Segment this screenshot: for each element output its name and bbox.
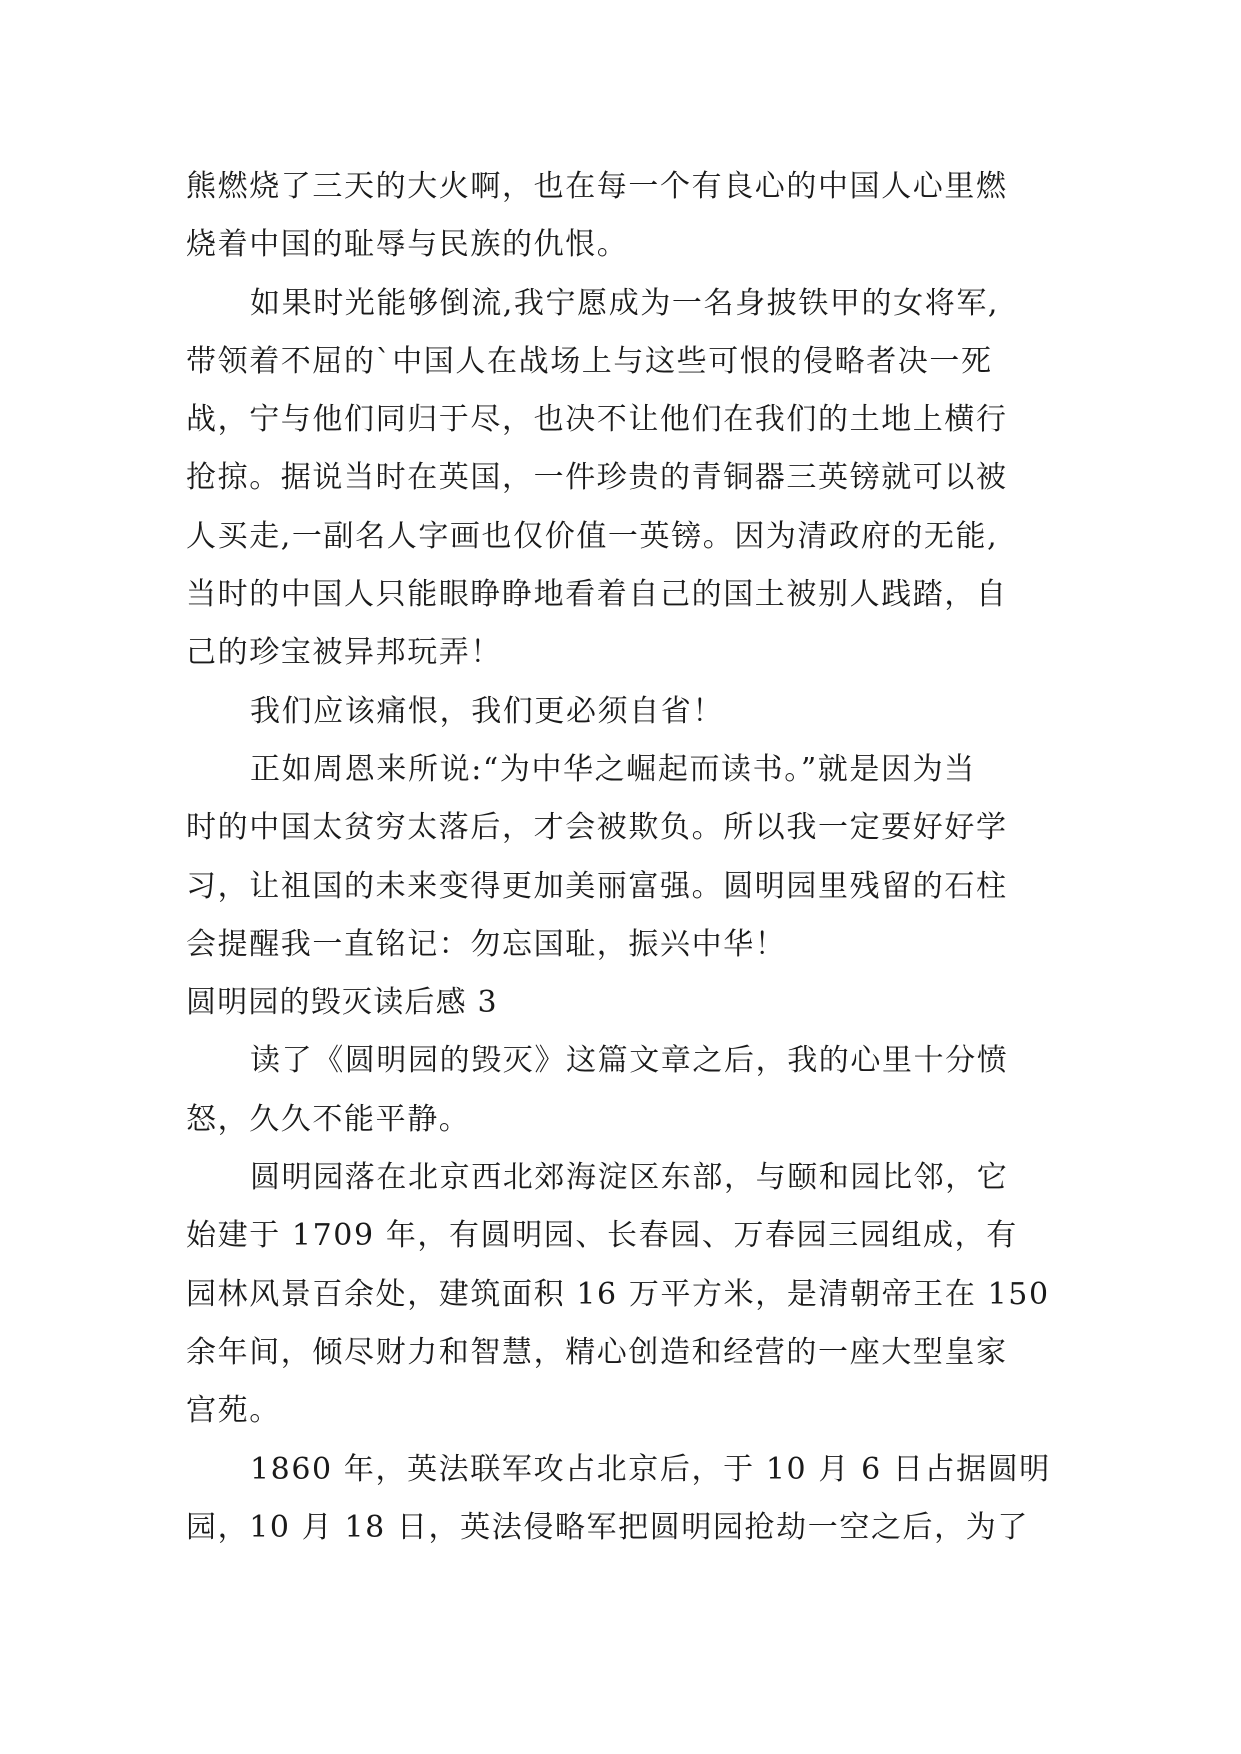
text-line: 宫苑。	[186, 1393, 281, 1429]
text-line: 当时的中国人只能眼睁睁地看着自己的国土被别人践踏，自	[186, 577, 1008, 613]
text-line: 时的中国太贫穷太落后，才会被欺负。所以我一定要好好学	[186, 810, 1008, 846]
paragraph-start-line: 读了《圆明园的毁灭》这篇文章之后，我的心里十分愤	[250, 1043, 1009, 1079]
section-title: 圆明园的毁灭读后感 3	[186, 985, 498, 1021]
text-line: 习，让祖国的未来变得更加美丽富强。圆明园里残留的石柱	[186, 868, 1008, 904]
paragraph-start-line: 圆明园落在北京西北郊海淀区东部，与颐和园比邻，它	[250, 1160, 1009, 1196]
paragraph-start-line: 1860 年，英法联军攻占北京后，于 10 月 6 日占据圆明	[250, 1451, 1051, 1487]
text-line: 人买走,一副名人字画也仅价值一英镑。因为清政府的无能,	[186, 518, 999, 554]
text-line: 园，10 月 18 日，英法侵略军把圆明园抢劫一空之后，为了	[186, 1509, 1029, 1545]
text-line: 带领着不屈的`中国人在战场上与这些可恨的侵略者决一死	[186, 343, 993, 379]
text-line: 会提醒我一直铭记：勿忘国耻，振兴中华！	[186, 926, 787, 962]
text-line: 烧着中国的耻辱与民族的仇恨。	[186, 227, 629, 263]
text-line: 园林风景百余处，建筑面积 16 万平方米，是清朝帝王在 150	[186, 1276, 1050, 1312]
paragraph-start-line: 如果时光能够倒流,我宁愿成为一名身披铁甲的女将军,	[250, 285, 1000, 321]
text-line: 熊燃烧了三天的大火啊，也在每一个有良心的中国人心里燃	[186, 169, 1008, 204]
text-line: 怒，久久不能平静。	[186, 1101, 471, 1137]
text-line: 己的珍宝被异邦玩弄！	[186, 635, 502, 671]
document-body	[186, 158, 1086, 1557]
paragraph-start-line: 正如周恩来所说:“为中华之崛起而读书。”就是因为当	[250, 751, 976, 787]
text-line: 始建于 1709 年，有圆明园、长春园、万春园三园组成，有	[186, 1218, 1018, 1254]
paragraph-start-line: 我们应该痛恨，我们更必须自省！	[250, 693, 724, 729]
text-line: 余年间，倾尽财力和智慧，精心创造和经营的一座大型皇家	[186, 1334, 1008, 1370]
text-line: 战，宁与他们同归于尽，也决不让他们在我们的土地上横行	[186, 402, 1008, 438]
text-line: 抢掠。据说当时在英国，一件珍贵的青铜器三英镑就可以被	[186, 460, 1008, 496]
